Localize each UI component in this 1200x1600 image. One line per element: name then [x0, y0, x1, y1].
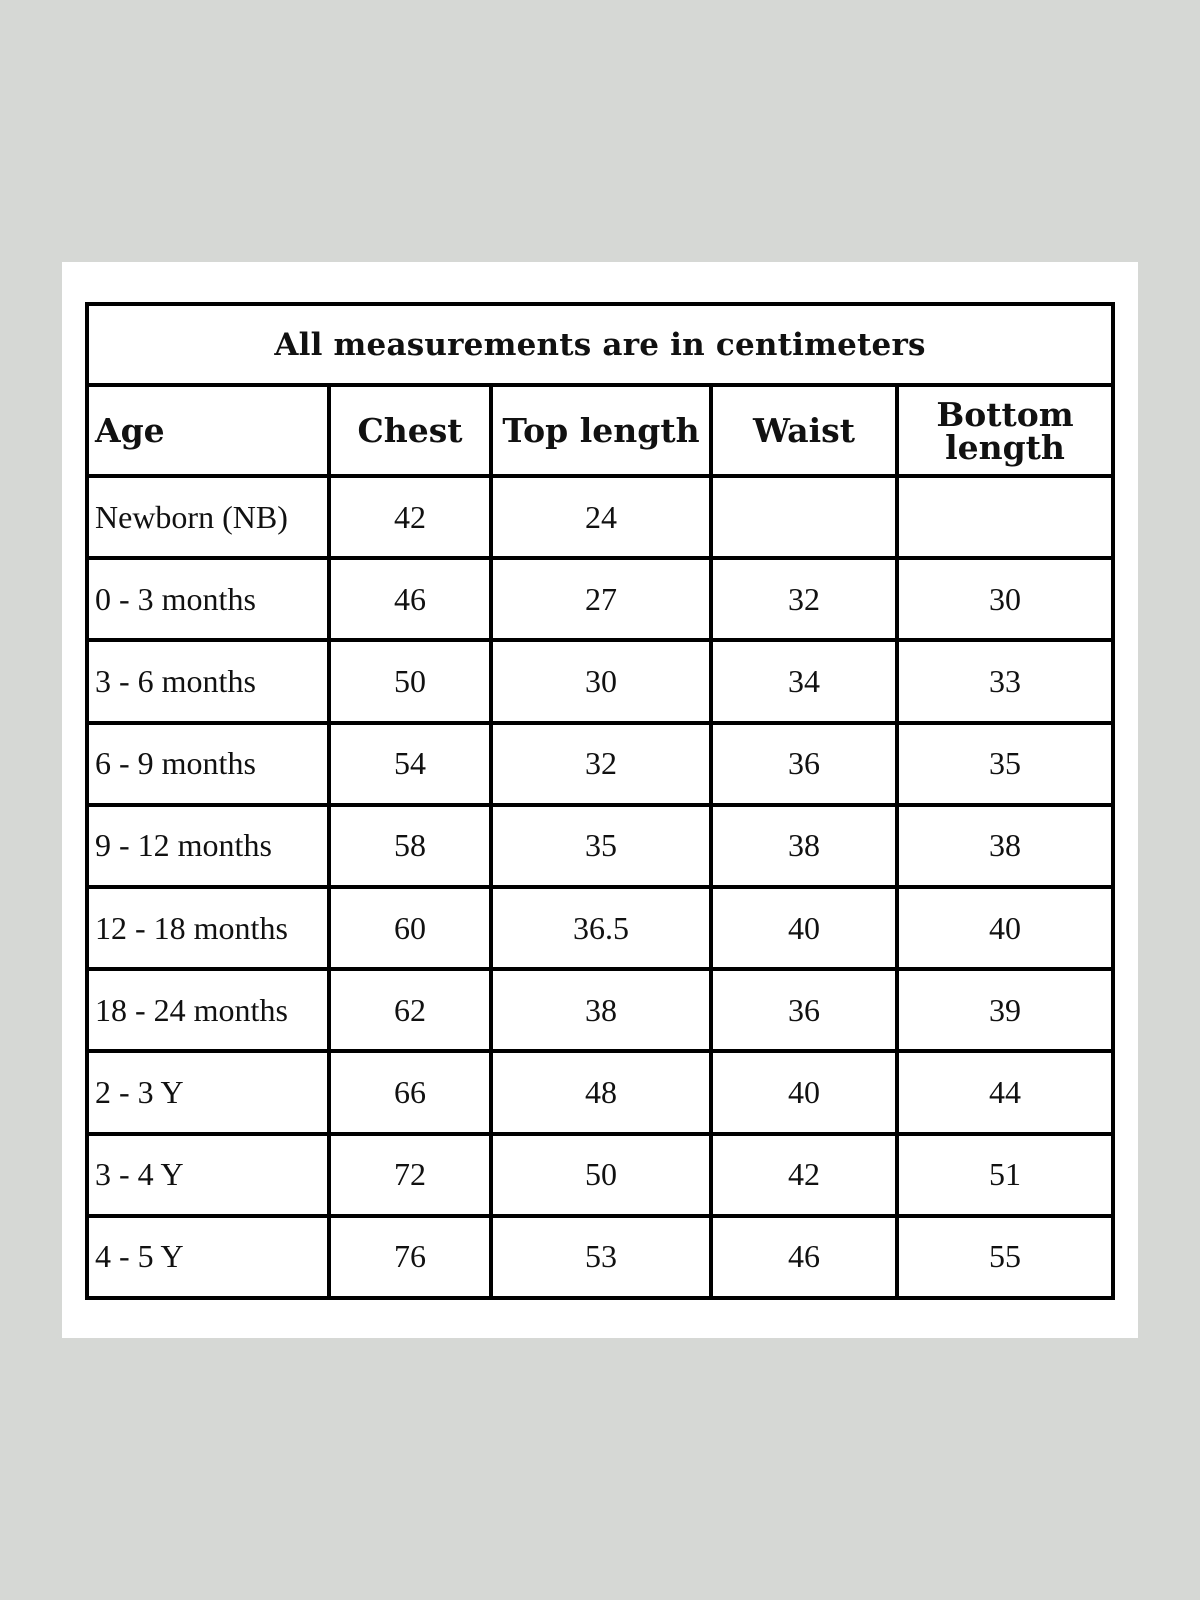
table-row [87, 887, 1113, 969]
cell-chest: 62 [329, 969, 491, 1051]
cell-waist: 40 [711, 1051, 897, 1133]
table-title: All measurements are in centimeters [87, 304, 1113, 385]
cell-age: 6 - 9 months [87, 723, 329, 805]
cell-chest: 60 [329, 887, 491, 969]
cell-chest: 42 [329, 476, 491, 558]
table-header-row [87, 385, 1113, 476]
size-chart-card [62, 262, 1138, 1338]
cell-bottom-length: 35 [897, 723, 1113, 805]
cell-bottom-length: 44 [897, 1051, 1113, 1133]
table-row [87, 1216, 1113, 1298]
cell-chest: 46 [329, 558, 491, 640]
cell-chest: 58 [329, 805, 491, 887]
cell-age: 2 - 3 Y [87, 1051, 329, 1133]
header-chest: Chest [329, 385, 491, 476]
header-top-length: Top length [491, 385, 711, 476]
cell-chest: 76 [329, 1216, 491, 1298]
cell-age: 9 - 12 months [87, 805, 329, 887]
cell-chest: 72 [329, 1134, 491, 1216]
table-row [87, 476, 1113, 558]
cell-bottom-length: 30 [897, 558, 1113, 640]
cell-waist: 34 [711, 640, 897, 722]
table-row [87, 558, 1113, 640]
cell-top-length: 38 [491, 969, 711, 1051]
table-row [87, 640, 1113, 722]
cell-top-length: 53 [491, 1216, 711, 1298]
cell-bottom-length: 38 [897, 805, 1113, 887]
cell-waist: 40 [711, 887, 897, 969]
table-title-row [87, 304, 1113, 385]
cell-waist [711, 476, 897, 558]
cell-bottom-length: 51 [897, 1134, 1113, 1216]
cell-top-length: 27 [491, 558, 711, 640]
cell-waist: 42 [711, 1134, 897, 1216]
header-waist: Waist [711, 385, 897, 476]
cell-waist: 36 [711, 969, 897, 1051]
size-chart-table [85, 302, 1115, 1300]
cell-top-length: 50 [491, 1134, 711, 1216]
cell-top-length: 35 [491, 805, 711, 887]
cell-age: 3 - 4 Y [87, 1134, 329, 1216]
header-bottom-length: Bottom length [897, 385, 1113, 476]
cell-chest: 50 [329, 640, 491, 722]
cell-age: 12 - 18 months [87, 887, 329, 969]
cell-age: 18 - 24 months [87, 969, 329, 1051]
cell-waist: 36 [711, 723, 897, 805]
cell-bottom-length: 40 [897, 887, 1113, 969]
cell-top-length: 24 [491, 476, 711, 558]
cell-bottom-length: 55 [897, 1216, 1113, 1298]
cell-waist: 46 [711, 1216, 897, 1298]
header-age: Age [87, 385, 329, 476]
cell-top-length: 36.5 [491, 887, 711, 969]
cell-bottom-length: 39 [897, 969, 1113, 1051]
cell-top-length: 48 [491, 1051, 711, 1133]
cell-age: 4 - 5 Y [87, 1216, 329, 1298]
cell-chest: 66 [329, 1051, 491, 1133]
cell-age: 3 - 6 months [87, 640, 329, 722]
cell-top-length: 32 [491, 723, 711, 805]
cell-bottom-length [897, 476, 1113, 558]
cell-top-length: 30 [491, 640, 711, 722]
table-row [87, 1051, 1113, 1133]
cell-waist: 32 [711, 558, 897, 640]
table-row [87, 1134, 1113, 1216]
cell-age: 0 - 3 months [87, 558, 329, 640]
table-row [87, 723, 1113, 805]
cell-chest: 54 [329, 723, 491, 805]
cell-bottom-length: 33 [897, 640, 1113, 722]
cell-age: Newborn (NB) [87, 476, 329, 558]
table-row [87, 969, 1113, 1051]
cell-waist: 38 [711, 805, 897, 887]
table-row [87, 805, 1113, 887]
